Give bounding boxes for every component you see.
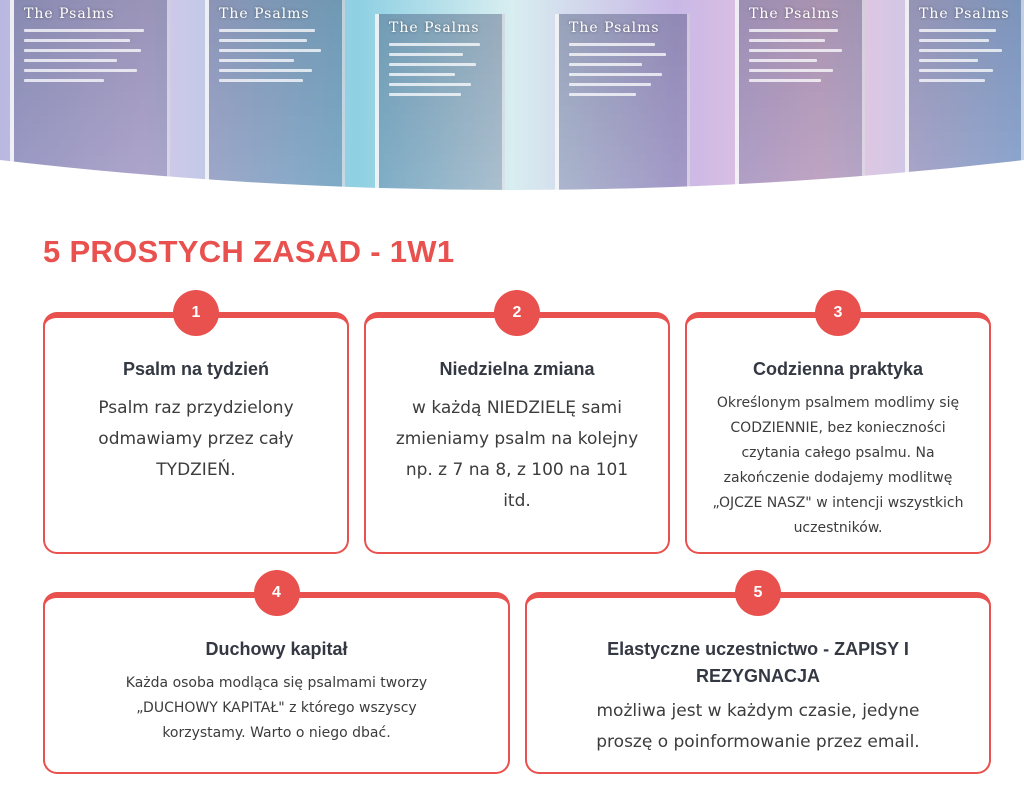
- rule-card: [685, 304, 991, 554]
- rule-number-badge: 1: [173, 290, 219, 336]
- rule-title: Niedzielna zmiana: [439, 359, 595, 379]
- banner-panel-title: The Psalms: [749, 6, 840, 22]
- rule-text: Każda osoba modląca się psalmami tworzy „DUCHOWY KAPITAŁ" z którego wszyscy korzystamy. Warto o niego dbać.: [125, 675, 428, 741]
- banner-wave-divider: [0, 150, 1024, 200]
- rule-text: Psalm raz przydzielony odmawiamy przez cały TYDZIEŃ.: [98, 398, 294, 480]
- rule-card: [43, 584, 510, 774]
- rule-text: w każdą NIEDZIELĘ sami zmieniamy psalm na kolejny np. z 7 na 8, z 100 na 101 itd.: [395, 398, 639, 511]
- rule-title: Duchowy kapitał: [205, 639, 348, 659]
- rule-text: Określonym psalmem modlimy się CODZIENNIE, bez konieczności czytania całego psalmu. Na zakończenie dodajemy modlitwę „OJCZE NASZ" w intencji wszystkich uczestników.: [712, 395, 964, 536]
- psalms-banner-image: [0, 0, 1024, 200]
- banner-panel-title: The Psalms: [219, 6, 310, 22]
- banner-panel-title: The Psalms: [919, 6, 1010, 22]
- rule-card: [43, 304, 349, 554]
- rule-number-badge: 5: [735, 570, 781, 616]
- rule-title: Psalm na tydzień: [122, 359, 270, 379]
- rule-text: możliwa jest w każdym czasie, jedyne proszę o poinformowanie przez email.: [596, 701, 920, 752]
- section-heading: 5 PROSTYCH ZASAD - 1W1: [43, 234, 455, 269]
- rule-title: Codzienna praktyka: [752, 359, 924, 379]
- rule-card: [525, 584, 991, 774]
- banner-panel-title: The Psalms: [389, 20, 480, 36]
- banner-panel-title: The Psalms: [569, 20, 660, 36]
- rule-number-badge: 4: [254, 570, 300, 616]
- rule-number-badge: 2: [494, 290, 540, 336]
- rule-number-badge: 3: [815, 290, 861, 336]
- rule-title: Elastyczne uczestnictwo - ZAPISY I REZYGNACJA: [607, 639, 909, 686]
- rule-card: [364, 304, 670, 554]
- banner-panel-title: The Psalms: [24, 6, 115, 22]
